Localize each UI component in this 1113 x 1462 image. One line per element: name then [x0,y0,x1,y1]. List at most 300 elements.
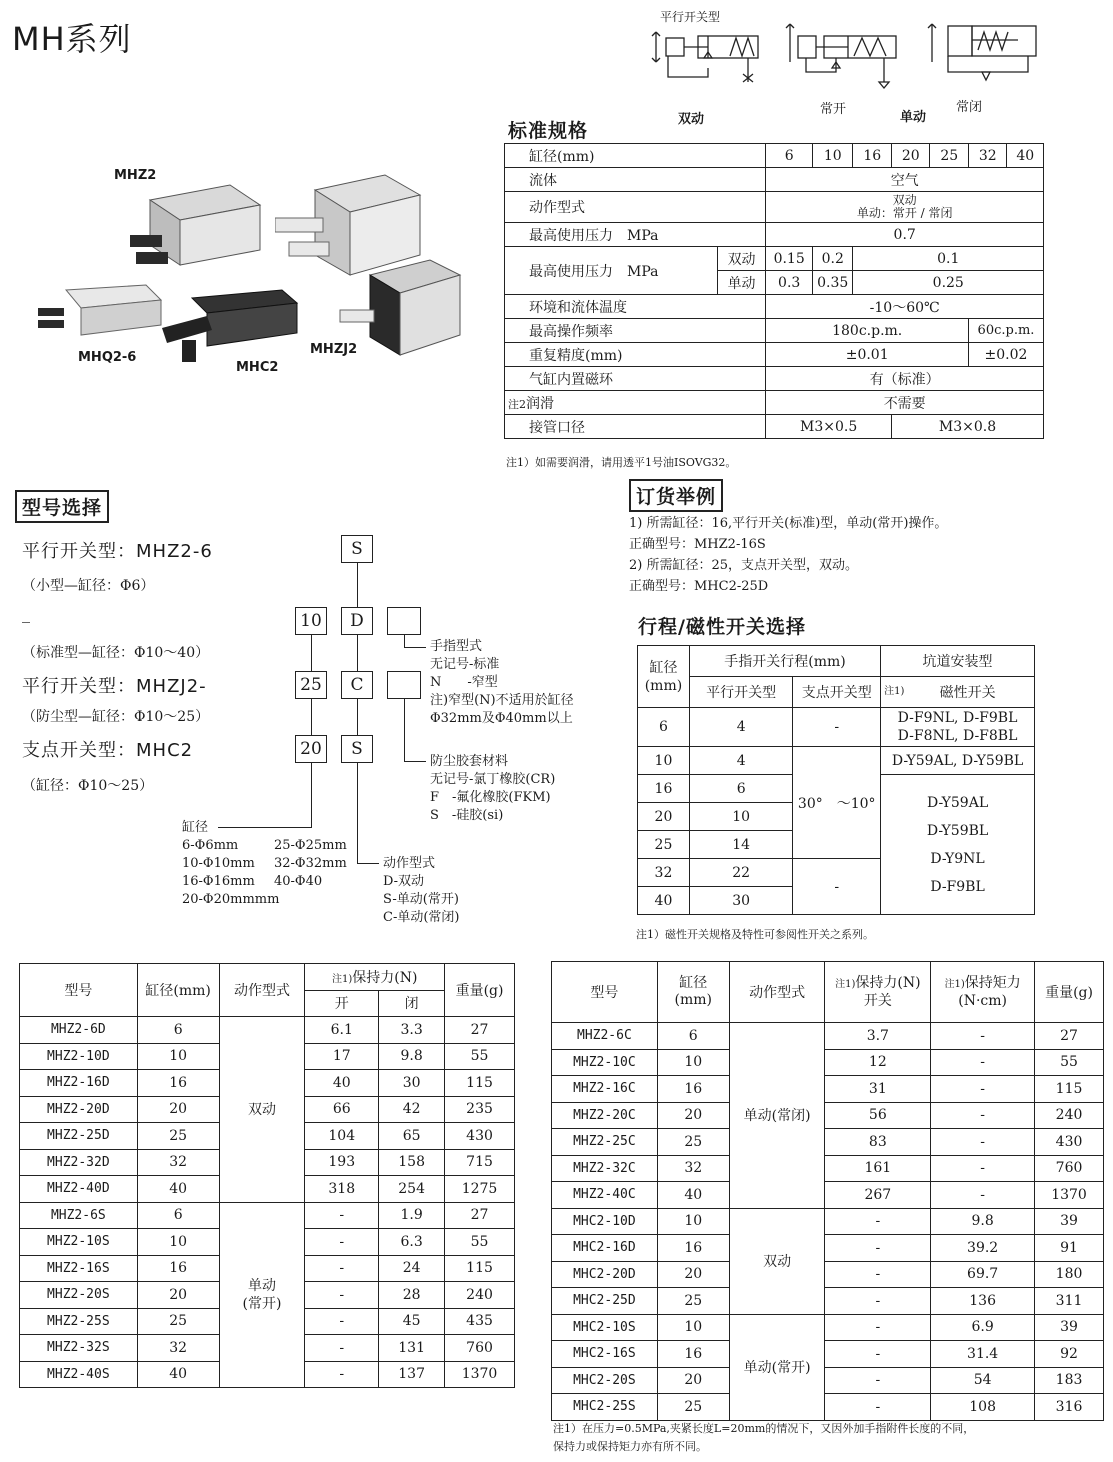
table-row [552,1235,1104,1262]
cell-open: 40 [305,1070,379,1097]
mag-item: D-Y9NL [930,850,985,867]
cell-weight: 115 [445,1255,515,1282]
switch-magnetic: D-Y59AL, D-Y59BL [881,747,1035,775]
action-opt: S-单动(常开) [383,892,459,907]
cell-bore: 20 [657,1102,729,1129]
bore-title: 缸径 [182,820,209,835]
cell-model: MHZ2-6S [20,1202,138,1229]
action-opt: C-单动(常闭) [383,910,460,925]
photo-label-mhq2: MHQ2-6 [78,350,137,365]
cell-close: 1.9 [379,1202,445,1229]
spec-label: 流体 [505,168,766,192]
switch-bore: 10 [638,747,690,775]
cell-bore: 40 [137,1361,219,1388]
switch-row-6 [638,708,1035,747]
finger-opt: 无记号-标准 [430,657,500,672]
cell-model: MHZ2-16D [20,1070,138,1097]
spec-row-repeat [505,343,1044,367]
mag-item: D-Y59AL [926,794,989,811]
cell-force: - [825,1208,931,1235]
cylinder-symbols-icon [648,22,1048,102]
cell-weight: 715 [445,1149,515,1176]
cell-bore: 25 [137,1308,219,1335]
cell-weight: 240 [445,1282,515,1309]
switch-parallel: 30 [689,887,792,915]
cell-weight: 311 [1035,1288,1104,1315]
switch-magnetic [881,775,1035,915]
switch-pivot: - [793,859,881,915]
symbol-label-no: 常开 [820,102,847,117]
cell-open: - [305,1202,379,1229]
switch-parallel: 14 [689,831,792,859]
switch-row-10 [638,747,1035,775]
mag-item: D-F9NL, D-F9BL [897,710,1018,726]
cell-weight: 92 [1035,1341,1104,1368]
cell-bore: 40 [137,1176,219,1203]
action-title: 动作型式 [383,856,436,871]
bore-opt: 10-Φ10mm [182,856,255,871]
cell-model: MHZ2-10C [552,1049,658,1076]
col-header-bore: 缸径(mm) [137,964,219,1017]
cell-bore: 16 [657,1076,729,1103]
note-line: 保持力或保持矩力亦有所不同。 [553,1440,707,1453]
spec-bore-32: 32 [968,144,1007,168]
model-select-heading: 型号选择 [15,490,109,523]
col-header-action: 动作型式 [729,962,825,1023]
cell-close: 137 [379,1361,445,1388]
spec-value: ±0.02 [968,343,1043,367]
spec-label: 单动 [717,271,766,295]
spec-label: 环境和流体温度 [505,295,766,319]
spec-value: 0.1 [853,247,1044,271]
cell-bore: 25 [657,1129,729,1156]
cell-open: - [305,1229,379,1256]
cell-open: 6.1 [305,1017,379,1044]
table-row [552,1155,1104,1182]
symbol-label-double: 双动 [678,112,705,127]
cell-model: MHC2-20S [552,1367,658,1394]
cell-model: MHZ2-32C [552,1155,658,1182]
bottom-note [553,1420,1093,1456]
switch-header-bore [638,646,690,708]
spec-label: 气缸内置磁环 [505,367,766,391]
spec-label: 最高使用压力 MPa [505,247,718,295]
cell-bore: 20 [137,1096,219,1123]
spec-bore-10: 10 [812,144,853,168]
connector-line [357,863,379,864]
cell-weight: 27 [1035,1023,1104,1050]
series-sub: （缸径：Φ10～25） [22,778,154,794]
bore-unit: (mm) [674,992,712,1008]
note-mark: 注1) [331,973,353,985]
cell-model: MHC2-25S [552,1394,658,1421]
action-line: 单动 [247,1277,276,1294]
cell-force: 12 [825,1049,931,1076]
series-name: 平行开关型：MHZ2-6 [22,541,213,562]
connector-line [357,763,358,863]
series-name: 支点开关型：MHC2 [22,740,194,761]
code-box-20: 20 [295,735,327,763]
page-title: MH系列 [12,20,132,58]
spec-value: -10～60℃ [766,295,1044,319]
cell-torque: - [931,1023,1035,1050]
cell-action: 单动(常闭) [729,1023,825,1209]
cell-close: 65 [379,1123,445,1150]
col-header-force [825,962,931,1023]
code-box-10: 10 [295,607,327,635]
cell-weight: 760 [445,1335,515,1362]
table-row [552,1341,1104,1368]
bore-options-1 [182,837,279,909]
switch-bore: 20 [638,803,690,831]
cell-torque: - [931,1182,1035,1209]
spec-table [504,143,1044,439]
cell-bore: 6 [137,1017,219,1044]
force-sub: 开关 [863,992,892,1009]
finger-opt: N -窄型 [430,675,498,690]
spec-bore-40: 40 [1007,144,1044,168]
table-row [552,1049,1104,1076]
cell-model: MHZ2-25C [552,1129,658,1156]
connector-line [357,635,358,671]
spec-row-action [505,192,1044,223]
cell-weight: 55 [445,1229,515,1256]
cell-model: MHZ2-20C [552,1102,658,1129]
switch-header-row-2 [638,677,1035,708]
spec-row-max-pressure [505,223,1044,247]
spec-row-temp [505,295,1044,319]
col-header-weight: 重量(g) [445,964,515,1017]
switch-header-groove: 坑道安装型 [881,646,1035,677]
connector-line [404,635,405,647]
note-line: 注1）在压力=0.5MPa,夹紧长度L=20mm的情况下，又因外加手指附件长度的不同， [553,1422,975,1435]
cell-weight: 183 [1035,1367,1104,1394]
connector-line [311,635,312,671]
cell-torque: 9.8 [931,1208,1035,1235]
cell-action [219,1202,305,1388]
code-box-25: 25 [295,671,327,699]
connector-line [311,699,312,735]
spec-value: 60c.p.m. [968,319,1043,343]
symbol-label-nc: 常闭 [956,100,983,115]
cell-open: 193 [305,1149,379,1176]
cell-open: - [305,1255,379,1282]
cell-weight: 1370 [1035,1182,1104,1209]
boot-options [430,753,555,825]
cell-bore: 16 [657,1341,729,1368]
note-mark: 注1) [944,978,965,990]
switch-parallel: 4 [689,708,792,747]
series-sub: （标准型—缸径：Φ10～40） [22,645,210,661]
cell-torque: 6.9 [931,1314,1035,1341]
cell-model: MHC2-20D [552,1261,658,1288]
table-row [552,1076,1104,1103]
switch-parallel: 6 [689,775,792,803]
order-line: 正确型号：MHZ2-16S [629,537,766,552]
torque-unit: (N·cm) [958,992,1007,1009]
cell-weight: 91 [1035,1235,1104,1262]
cell-torque: 108 [931,1394,1035,1421]
order-line: 1) 所需缸径：16,平行开关(标准)型，单动(常开)操作。 [629,516,948,531]
spec-value [766,192,1044,223]
right-table-body [552,1023,1104,1421]
col-header-model: 型号 [20,964,138,1017]
spec-value: 有（标准） [766,367,1044,391]
cell-model: MHC2-10D [552,1208,658,1235]
spec-row-freq [505,319,1044,343]
cell-force: 83 [825,1129,931,1156]
cell-close: 9.8 [379,1043,445,1070]
table-row [552,1182,1104,1209]
switch-bore-unit: (mm) [644,677,683,694]
cell-bore: 32 [137,1149,219,1176]
cell-bore: 32 [137,1335,219,1362]
mag-item: D-F8NL, D-F8BL [897,728,1018,744]
table-header-row [552,962,1104,1023]
col-header-close: 闭 [379,990,445,1017]
cell-weight: 39 [1035,1208,1104,1235]
col-header-action: 动作型式 [219,964,305,1017]
switch-bore: 6 [638,708,690,747]
col-header-open: 开 [305,990,379,1017]
switch-magnetic-label: 磁性开关 [939,685,996,701]
cell-model: MHZ2-6C [552,1023,658,1050]
cell-torque: - [931,1049,1035,1076]
cell-weight: 27 [445,1017,515,1044]
cell-force: - [825,1314,931,1341]
cell-force: - [825,1235,931,1262]
mhq2-product-icon [36,280,166,340]
spec-label: 动作型式 [505,192,766,223]
connector-line [404,699,405,761]
switch-pivot: 30° ～10° [793,747,881,859]
cell-model: MHZ2-20D [20,1096,138,1123]
cell-model: MHZ2-40D [20,1176,138,1203]
table-header-row [20,964,515,991]
mhz2-product-icon [130,180,270,270]
cell-open: 318 [305,1176,379,1203]
cell-close: 30 [379,1070,445,1097]
col-header-force [305,964,445,991]
cell-bore: 6 [657,1023,729,1050]
cell-torque: - [931,1102,1035,1129]
spec-value: 空气 [766,168,1044,192]
table-row [552,1023,1104,1050]
force-label: 保持力(N) [855,974,921,991]
cell-bore: 6 [137,1202,219,1229]
mhc2-product-icon [162,288,302,368]
product-photos [20,160,490,390]
cell-model: MHZ2-10S [20,1229,138,1256]
switch-header-row [638,646,1035,677]
spec-label: 双动 [717,247,766,271]
cell-torque: 31.4 [931,1341,1035,1368]
code-box-finger [387,607,421,635]
cell-torque: 136 [931,1288,1035,1315]
cell-model: MHZ2-40S [20,1361,138,1388]
table-row [552,1367,1104,1394]
cell-model: MHZ2-40C [552,1182,658,1209]
spec-value: M3×0.5 [766,415,892,439]
cell-weight: 115 [1035,1076,1104,1103]
code-box-s: S [341,535,373,563]
cell-force: 3.7 [825,1023,931,1050]
col-header-weight: 重量(g) [1035,962,1104,1023]
spec-label: 最高操作频率 [505,319,766,343]
cell-bore: 20 [657,1261,729,1288]
cell-bore: 32 [657,1155,729,1182]
cell-bore: 40 [657,1182,729,1209]
cell-bore: 10 [657,1049,729,1076]
spec-bore-16: 16 [853,144,892,168]
finger-options [430,638,574,728]
cell-model: MHC2-10S [552,1314,658,1341]
cell-weight: 235 [445,1096,515,1123]
cell-bore: 10 [137,1229,219,1256]
cell-open: - [305,1335,379,1362]
cell-model: MHZ2-25D [20,1123,138,1150]
order-line: 2) 所需缸径：25，支点开关型，双动。 [629,558,859,573]
code-box-s-bottom: S [341,735,373,763]
cell-model: MHZ2-32S [20,1335,138,1362]
boot-opt: 无记号-氯丁橡胶(CR) [430,772,556,787]
switch-table [637,645,1035,915]
connector-line [357,563,358,607]
boot-opt: S -硅胶(si) [430,808,504,823]
bore-opt: 16-Φ16mm [182,874,255,889]
col-header-torque [931,962,1035,1023]
symbol-label-parallel: 平行开关型 [660,10,721,24]
photo-label-mhc2: MHC2 [236,360,279,375]
code-box-c: C [341,671,373,699]
cell-torque: 69.7 [931,1261,1035,1288]
bore-label: 缸径 [679,975,708,991]
cell-weight: 240 [1035,1102,1104,1129]
bore-opt: 40-Φ40 [274,874,323,889]
spec-value: 0.7 [766,223,1044,247]
cell-open: - [305,1361,379,1388]
spec-label [505,391,766,415]
cell-open: - [305,1282,379,1309]
cell-force: 267 [825,1182,931,1209]
switch-bore: 40 [638,887,690,915]
spec-value: 180c.p.m. [766,319,969,343]
spec-heading: 标准规格 [508,120,589,142]
switch-bore: 32 [638,859,690,887]
switch-parallel: 22 [689,859,792,887]
bore-options-2 [274,837,347,891]
cell-model: MHZ2-16C [552,1076,658,1103]
finger-title: 手指型式 [430,639,483,654]
cell-open: 17 [305,1043,379,1070]
spec-value: 0.15 [766,247,813,271]
note-mark: 注1) [835,978,856,990]
cell-force: - [825,1367,931,1394]
pneumatic-symbols [648,6,1048,126]
cell-model: MHZ2-16S [20,1255,138,1282]
spec-label: 接管口径 [505,415,766,439]
connector-line [311,763,312,827]
switch-note: 注1）磁性开关规格及特性可参阅性开关之系列。 [636,928,874,941]
table-row [552,1394,1104,1421]
cell-close: 3.3 [379,1017,445,1044]
force-label: 保持力(N) [352,969,418,986]
cell-close: 254 [379,1176,445,1203]
cell-action: 单动(常开) [729,1314,825,1420]
cell-weight: 1275 [445,1176,515,1203]
spec-value: 不需要 [766,391,1044,415]
cell-action: 双动 [729,1208,825,1314]
series-sub: （小型—缸径：Φ6） [22,578,155,594]
table-row [552,1261,1104,1288]
spec-row-min-pressure [505,247,1044,271]
spec-action-line2: 单动：常开 / 常闭 [856,206,953,220]
cell-bore: 20 [657,1367,729,1394]
cell-bore: 16 [137,1070,219,1097]
cell-close: 24 [379,1255,445,1282]
switch-header-magnetic [881,677,1035,708]
cell-force: 161 [825,1155,931,1182]
symbol-label-single: 单动 [900,110,927,125]
action-line: (常开) [242,1295,282,1312]
cell-torque: - [931,1155,1035,1182]
switch-header-stroke: 手指开关行程(mm) [689,646,880,677]
cell-torque: - [931,1129,1035,1156]
bore-opt: 20-Φ20mmmm [182,892,280,907]
spec-bore-20: 20 [891,144,930,168]
cell-model: MHC2-25D [552,1288,658,1315]
order-heading: 订货举例 [629,479,723,512]
cell-weight: 316 [1035,1394,1104,1421]
spec-label: 重复精度(mm) [505,343,766,367]
divider [22,622,30,623]
cell-weight: 115 [445,1070,515,1097]
connector-line [218,827,312,828]
boot-title: 防尘胶套材料 [430,754,509,769]
order-lines [629,513,947,597]
photo-label-mhz2: MHZ2 [114,168,157,183]
cell-weight: 430 [445,1123,515,1150]
gripping-force-table-mhz2 [19,963,515,1388]
spec-value: 0.2 [812,247,853,271]
cell-weight: 39 [1035,1314,1104,1341]
finger-opt: Φ32mm及Φ40mm以上 [430,711,573,726]
connector-line [357,699,358,735]
spec-row-port [505,415,1044,439]
table-row [552,1288,1104,1315]
cell-bore: 10 [657,1208,729,1235]
cell-bore: 25 [657,1288,729,1315]
cell-torque: - [931,1076,1035,1103]
table-row [552,1102,1104,1129]
switch-bore: 16 [638,775,690,803]
cell-close: 131 [379,1335,445,1362]
mag-item: D-F9BL [930,878,985,895]
spec-value: ±0.01 [766,343,969,367]
cell-close: 42 [379,1096,445,1123]
cell-action: 双动 [219,1017,305,1203]
action-options [383,855,459,927]
cell-open: - [305,1308,379,1335]
spec-row-magnet [505,367,1044,391]
order-line: 正确型号：MHC2-25D [629,579,769,594]
cell-weight: 27 [445,1202,515,1229]
connector-line [404,761,426,762]
cell-weight: 55 [445,1043,515,1070]
code-box-boot [387,671,421,699]
cell-weight: 1370 [445,1361,515,1388]
cell-force: - [825,1341,931,1368]
